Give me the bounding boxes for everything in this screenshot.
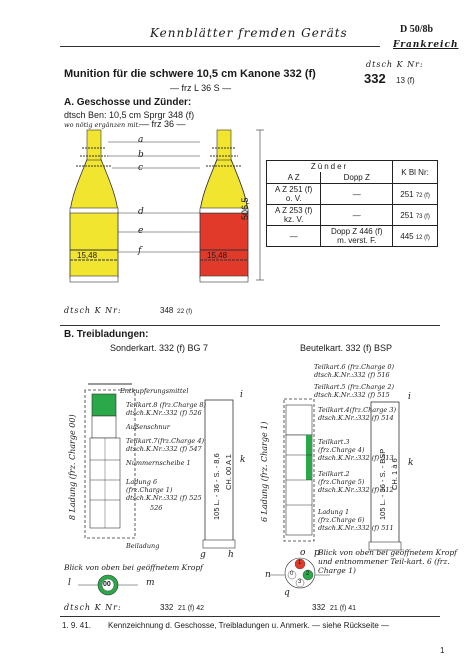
right-bottom-caption: Blick von oben bei geöffnetem Kropf und entnommener Teil-kart. 6 (frz. Charge 1) bbox=[318, 548, 457, 575]
left-letter-h: h bbox=[228, 550, 234, 560]
section-a-line1: dtsch Ben: 10,5 cm Sprgr 348 (f) bbox=[64, 110, 195, 120]
footer-date: 1. 9. 41. bbox=[62, 621, 91, 630]
right-label-6: dtsch.K.Nr.:332 (f) 514 bbox=[318, 414, 394, 422]
callout-e: e bbox=[138, 226, 144, 236]
right-disc bbox=[270, 553, 330, 593]
section-a-line2-label: wo nötig ergänzen mit: bbox=[64, 121, 141, 129]
footer-text: Kennzeichnung d. Geschosse, Treibladungen u. Anmerk. — siehe Rückseite — bbox=[108, 621, 390, 630]
right-label-2: dtsch.K.Nr.:332 (f) 516 bbox=[314, 371, 390, 379]
header-country: Frankreich bbox=[393, 40, 459, 50]
page-number: 1 bbox=[440, 646, 445, 655]
az-header: A Z bbox=[267, 172, 321, 184]
right-label-14: (frz.Charge 6) bbox=[318, 516, 365, 524]
left-label-8: Ladung 6 bbox=[126, 478, 158, 486]
ref-value: 332 bbox=[364, 71, 386, 86]
callout-a: a bbox=[138, 135, 144, 145]
footer-rule bbox=[60, 616, 440, 617]
callout-b: b bbox=[138, 150, 144, 160]
left-letter-g: g bbox=[200, 550, 206, 560]
right-disc-3: 3 bbox=[298, 579, 302, 585]
left-vertical: 8 Ladung (frz. Charge 00) bbox=[68, 414, 77, 520]
section-a-heading: A. Geschosse und Zünder: bbox=[64, 97, 192, 108]
az-cell: — bbox=[267, 226, 321, 247]
right-disc-2: 2 bbox=[306, 571, 310, 577]
left-case-marking: 105 L. - 36 - S. - 8,6 bbox=[212, 453, 221, 520]
right-k-nr-suffix: 21 (f) 41 bbox=[330, 605, 357, 612]
left-letter-m: m bbox=[146, 578, 155, 588]
right-label-9: dtsch.K.Nr.:332 (f) 513 bbox=[318, 454, 394, 462]
dopp-note: m. verst. F. bbox=[337, 236, 377, 245]
kbl-cell: 251 bbox=[400, 189, 414, 199]
callout-f: f bbox=[138, 246, 142, 256]
sub-title: — frz L 36 S — bbox=[170, 83, 232, 93]
left-bottom-caption: Blick von oben bei geöffnetem Kropf bbox=[64, 563, 203, 572]
left-label-11: 526 bbox=[150, 504, 163, 512]
right-case-marking: 105 L. - 36 - S. - BSP bbox=[378, 448, 387, 520]
az-cell: A Z 253 (f) bbox=[274, 206, 313, 215]
dopp-cell: — bbox=[321, 205, 393, 226]
right-label-13: Ladung 1 bbox=[318, 508, 350, 516]
shell-k-nr-value: 348 bbox=[160, 306, 174, 315]
header-rule bbox=[60, 46, 380, 47]
right-disc-0: 0 bbox=[290, 571, 294, 577]
right-letter-q: q bbox=[284, 588, 290, 598]
kbl-suffix: 12 (f) bbox=[415, 234, 430, 241]
dopp-cell: Dopp Z 446 (f) bbox=[330, 227, 383, 236]
left-label-2: Teilkart.8 (frz.Charge 8) bbox=[126, 401, 207, 409]
main-title: Munition für die schwere 10,5 cm Kanone 332 (f) bbox=[64, 68, 316, 80]
left-label-9: (frz.Charge 1) bbox=[126, 486, 173, 494]
right-label-11: (frz.Charge 5) bbox=[318, 478, 365, 486]
left-label-7: Nummernscheibe 1 bbox=[126, 459, 191, 467]
fuze-table bbox=[266, 160, 438, 247]
kbl-cell: 445 bbox=[400, 231, 414, 241]
az-note: o. V. bbox=[285, 194, 302, 203]
left-label-12: Beiladung bbox=[126, 542, 160, 550]
section-a-line2-value: — frz 36 — bbox=[140, 119, 186, 129]
right-label-3: Teilkart.5 (frz.Charge 2) bbox=[314, 383, 395, 391]
table-row bbox=[267, 226, 438, 247]
callout-d: d bbox=[138, 207, 144, 217]
left-label-4: Außenschnur bbox=[126, 423, 170, 431]
ref-label: dtsch K Nr: bbox=[366, 60, 424, 69]
right-letter-n: n bbox=[265, 570, 271, 580]
right-case-marking2: CH. 1 à 6 bbox=[390, 458, 399, 490]
right-label-15: dtsch.K.Nr.:332 (f) 511 bbox=[318, 524, 394, 532]
left-label-5: Teilkart.7(frz.Charge 4) bbox=[126, 437, 204, 445]
fuze-header: Zünder bbox=[267, 161, 393, 173]
right-label-10: Teilkart.2 bbox=[318, 470, 350, 478]
right-letter-o: o bbox=[300, 548, 306, 558]
kbl-header: K Bl Nr: bbox=[393, 161, 438, 184]
right-label-1: Teilkart.6 (frz.Charge 0) bbox=[314, 363, 395, 371]
right-title: Beutelkart. 332 (f) BSP bbox=[300, 343, 393, 353]
right-letter-i: i bbox=[408, 392, 411, 402]
right-k-nr: 332 bbox=[312, 603, 326, 612]
left-k-nr-suffix: 21 (f) 42 bbox=[178, 605, 205, 612]
cart-k-nr-label: dtsch K Nr: bbox=[64, 603, 122, 612]
callout-c: c bbox=[138, 163, 144, 173]
table-row bbox=[267, 205, 438, 226]
shell-marking-right: 15,48 bbox=[207, 251, 228, 260]
section-b-heading: B. Treibladungen: bbox=[64, 329, 149, 340]
dopp-cell: — bbox=[321, 184, 393, 205]
az-note: kz. V. bbox=[284, 215, 304, 224]
kbl-suffix: 72 (f) bbox=[415, 192, 430, 199]
kbl-cell: 251 bbox=[400, 210, 414, 220]
right-letter-k: k bbox=[408, 458, 414, 468]
right-label-12: dtsch.K.Nr.:332 (f) 512 bbox=[318, 486, 394, 494]
header-title: Kennblätter fremden Geräts bbox=[150, 26, 348, 40]
left-letter-k: k bbox=[240, 455, 246, 465]
left-letter-l: l bbox=[68, 578, 71, 588]
left-letter-i: i bbox=[240, 390, 243, 400]
left-label-1: Entkupferungsmittel bbox=[120, 387, 189, 395]
right-disc-1: 1 bbox=[298, 560, 302, 566]
left-case-marking2: CH. 00 A 1 bbox=[224, 454, 233, 490]
kbl-suffix: 73 (f) bbox=[415, 213, 430, 220]
shell-drawings bbox=[60, 128, 270, 303]
shell-k-nr-suffix: 22 (f) bbox=[177, 308, 193, 315]
shell-marking-left: 15,48 bbox=[77, 251, 98, 260]
shell-k-nr-label: dtsch K Nr: bbox=[64, 306, 122, 315]
right-label-7: Teilkart.3 bbox=[318, 438, 350, 446]
right-vertical: 6 Ladung (frz. Charge 1) bbox=[260, 421, 269, 522]
left-k-nr: 332 bbox=[160, 603, 174, 612]
header-code: D 50/8b bbox=[400, 24, 434, 35]
az-cell: A Z 251 (f) bbox=[274, 185, 313, 194]
dimension-label: 506,5 bbox=[240, 197, 250, 220]
left-label-10: dtsch.K.Nr.:332 (f) 525 bbox=[126, 494, 202, 502]
right-cartridge bbox=[278, 395, 323, 545]
dopp-header: Dopp Z bbox=[321, 172, 393, 184]
left-label-6: dtsch.K.Nr.:332 (f) 547 bbox=[126, 445, 202, 453]
left-title: Sonderkart. 332 (f) BG 7 bbox=[110, 343, 209, 353]
left-label-3: dtsch.K.Nr.:332 (f) 526 bbox=[126, 409, 202, 417]
right-label-4: dtsch.K.Nr.:332 (f) 515 bbox=[314, 391, 390, 399]
right-label-8: (frz.Charge 4) bbox=[318, 446, 365, 454]
section-divider bbox=[60, 325, 440, 326]
right-label-5: Teilkart.4(frz.Charge 3) bbox=[318, 406, 396, 414]
table-row bbox=[267, 184, 438, 205]
right-letter-p: p bbox=[314, 548, 320, 558]
ref-suffix: 13 (f) bbox=[396, 76, 415, 85]
left-disc-label: 00 bbox=[103, 581, 111, 588]
